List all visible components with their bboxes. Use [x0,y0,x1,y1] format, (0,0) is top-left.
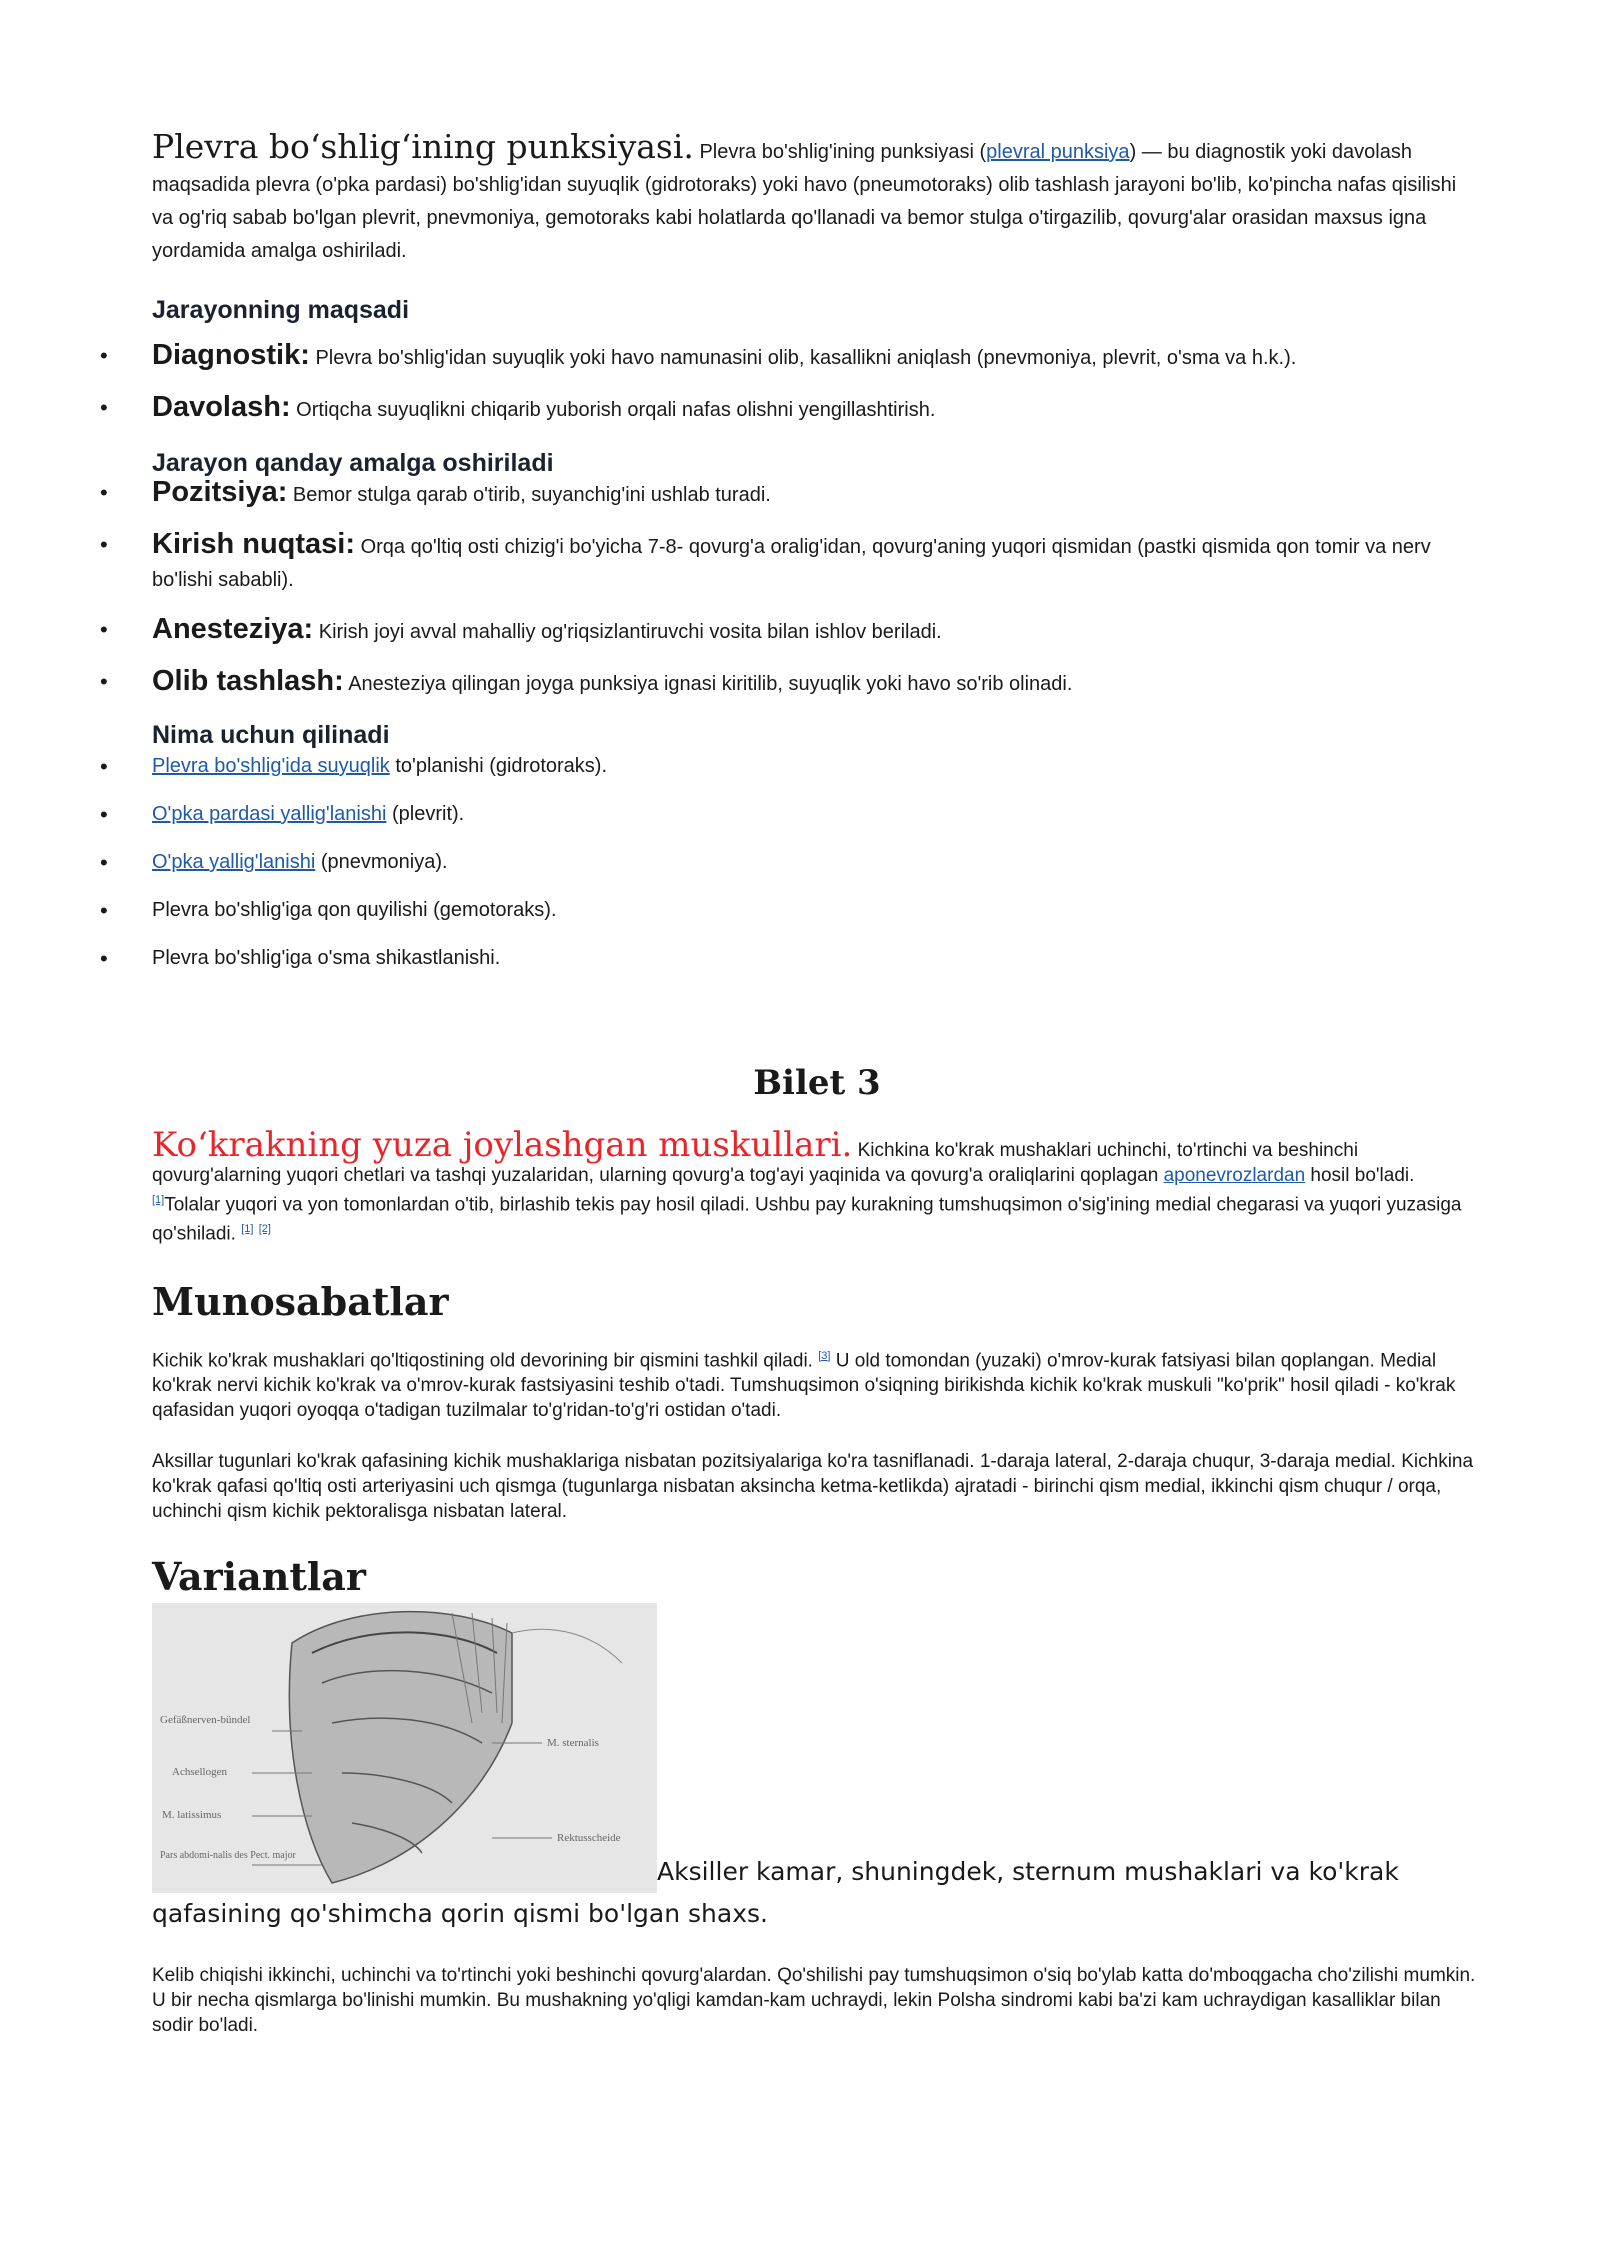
bullet: • [100,343,108,368]
heading-goal: Jarayonning maqsadi [152,296,410,324]
bullet: • [100,850,108,875]
bullet: • [100,669,108,694]
paragraph-text: U old tomondan (yuzaki) o'mrov-kurak fatsiyasi bilan qoplangan. Medial ko'krak nervi kichik ko'krak va o'mrov-kurak fastsiyasini teshib o'tadi. Tumshuqsimon o'siqning birikishda kichik ko'krak muskuli "ko'prik" hosil qiladi - ko'krak qafasidan yuqori oyoqqa o'tadigan tuzilmalar to'g'ridan-to'g'ri ostidan o'tadi. [152,1349,1456,1421]
item-key: Pozitsiya: [152,476,288,508]
heading-munosabatlar: Munosabatlar [152,1278,449,1324]
paragraph-text: hosil bo'ladi. [1305,1165,1415,1186]
heading-variantlar: Variantlar [152,1553,366,1599]
list-item [100,665,1482,701]
heading-how: Jarayon qanday amalga oshiriladi [152,449,554,477]
paragraph-text: Tolalar yuqori va yon tomonlardan o'tib, birlashib tekis pay hosil qiladi. Ushbu pay kurakning tumshuqsimon o'sig'ining medial chegarasi va yuqori yuzasiga qo'shiladi. [152,1194,1462,1245]
item-text: Plevra bo'shlig'idan suyuqlik yoki havo namunasini olib, kasallikni aniqlash (pnevmoniya, plevrit, o'sma va h.k.). [309,347,1297,369]
heading-why: Nima uchun qilinadi [152,721,390,749]
figure-block [152,1603,1482,1935]
bullet: • [100,617,108,642]
list-item [100,339,1482,375]
figure-caption: Aksiller kamar, shuningdek, sternum mushaklari va ko'krak qafasining qo'shimcha qorin qismi bo'lgan shaxs. [152,1856,1399,1928]
figure-label: M. sternalis [547,1736,599,1749]
item-text: Anesteziya qilingan joyga punksiya ignasi kiritilib, suyuqlik yoki havo so'rib olinadi. [343,673,1073,695]
paragraph-text: Kichik ko'krak mushaklari qo'ltiqostining old devorining bir qismini tashkil qiladi. [152,1349,819,1371]
figure-label: Rektusscheide [557,1831,621,1844]
item-text: (pnevmoniya). [315,851,448,873]
muscles-paragraph [152,1125,1482,1247]
item-text: (plevrit). [386,803,465,825]
list-item [100,476,1482,512]
item-key: Diagnostik: [152,339,310,371]
list-item [100,798,1482,831]
bullet: • [100,395,108,420]
figure-label: M. latissimus [162,1808,222,1821]
item-text: Bemor stulga qarab o'tirib, suyanchig'ini ushlab turadi. [287,484,771,506]
axillary-paragraph: Aksillar tugunlari ko'krak qafasining kichik mushaklariga nisbatan pozitsiyalariga ko'ra tasniflanadi. 1-daraja lateral, 2-daraja chuqur, 3-daraja medial. Kichkina ko'krak qafasi qo'ltiq osti arteriyasini uch qismga (tugunlarga nisbatan aksincha ketma-ketlikda) ajratadi - birinchi qism medial, ikkinchi qism chuqur / orqa, uchinchi qism kichik pektoralisga nisbatan lateral. [152,1450,1474,1522]
list-item [100,942,1482,975]
intro-paragraph [152,127,1482,268]
list-item [100,750,1482,783]
list-item [100,391,1482,427]
plevrit-link[interactable]: O'pka pardasi yallig'lanishi [152,803,387,825]
reference-link[interactable]: [1] [152,1194,165,1206]
list-item [100,528,1482,597]
reference-link[interactable]: [3] [818,1349,831,1362]
figure-label: Pars abdomi-nalis des Pect. major [160,1849,296,1861]
intro-text-rest: ) — bu diagnostik yoki davolash maqsadida plevra (o'pka pardasi) bo'shlig'idan suyuqlik (gidrotoraks) yoki havo (pneumotoraks) olib tashlash jarayoni bo'lib, ko'pincha nafas qisilishi va og'riq sabab bo'lgan plevrit, pnevmoniya, gemotoraks kabi holatlarda qo'llanadi va bemor stulga o'tirgazilib, qovurg'alar orasidan maxsus igna yordamida amalga oshiriladi. [152,141,1457,262]
plevral-punksiya-link[interactable]: plevral punksiya [986,141,1130,163]
red-section-title: Ko‘krakning yuza joylashgan muskullari. [152,1125,853,1165]
section-title: Plevra bo‘shlig‘ining punksiyasi. [152,127,694,166]
bullet: • [100,532,108,557]
document-page [100,127,1482,2038]
item-key: Anesteziya: [152,613,314,645]
bullet: • [100,754,108,779]
item-key: Olib tashlash: [152,665,344,697]
bullet: • [100,898,108,923]
muscle-illustration [152,1603,657,1893]
item-key: Kirish nuqtasi: [152,528,356,560]
how-list [100,476,1482,701]
figure-label: Achsellogen [172,1765,227,1778]
reference-link[interactable]: [1] [241,1223,254,1236]
bullet: • [100,802,108,827]
item-text: Plevra bo'shlig'iga qon quyilishi (gemotoraks). [152,899,557,921]
intro-text: Plevra bo'shlig'ining punksiyasi ( [693,141,987,163]
relations-paragraph [152,1344,1482,1423]
item-text: Ortiqcha suyuqlikni chiqarib yuborish orqali nafas olishni yengillashtirish. [290,399,936,421]
anatomy-figure [152,1603,657,1893]
why-list [100,750,1482,975]
item-text: Kirish joyi avval mahalliy og'riqsizlantiruvchi vosita bilan ishlov beriladi. [313,621,942,643]
list-item [100,613,1482,649]
list-item [100,894,1482,927]
reference-link[interactable]: [2] [258,1223,271,1236]
pnevmoniya-link[interactable]: O'pka yallig'lanishi [152,851,316,873]
gidrotoraks-link[interactable]: Plevra bo'shlig'ida suyuqlik [152,755,390,777]
bilet-title: Bilet 3 [753,1063,881,1103]
origin-paragraph: Kelib chiqishi ikkinchi, uchinchi va to'rtinchi yoki beshinchi qovurg'alardan. Qo'shilishi pay tumshuqsimon o'siq bo'ylab katta do'mboqgacha cho'zilishi mumkin. U bir necha qismlarga bo'linishi mumkin. Bu mushakning yo'qligi kamdan-kam uchraydi, lekin Polsha sindromi kabi ba'zi kam uchraydigan kasalliklar bilan sodir bo'ladi. [152,1964,1476,2036]
item-text: Orqa qo'ltiq osti chizig'i bo'yicha 7-8- qovurg'a oralig'idan, qovurg'aning yuqori qismidan (pastki qismida qon tomir va nerv bo'lishi sababli). [152,536,1431,591]
bullet: • [100,480,108,505]
goal-list [100,339,1482,427]
figure-label: Gefäßnerven-bündel [160,1713,251,1726]
item-text: Plevra bo'shlig'iga o'sma shikastlanishi. [152,947,501,969]
paragraph-text: Kichkina ko'krak mushaklari uchinchi, to'rtinchi va beshinchi qovurg'alarning yuqori chetlari va tashqi yuzalaridan, ularning qovurg'a tog'ayi yaqinida va qovurg'a oraliqlarini qoplagan [152,1140,1359,1186]
bullet: • [100,946,108,971]
item-text: to'planishi (gidrotoraks). [389,755,608,777]
list-item [100,846,1482,879]
item-key: Davolash: [152,391,291,423]
aponevrozlardan-link[interactable]: aponevrozlardan [1163,1165,1306,1186]
